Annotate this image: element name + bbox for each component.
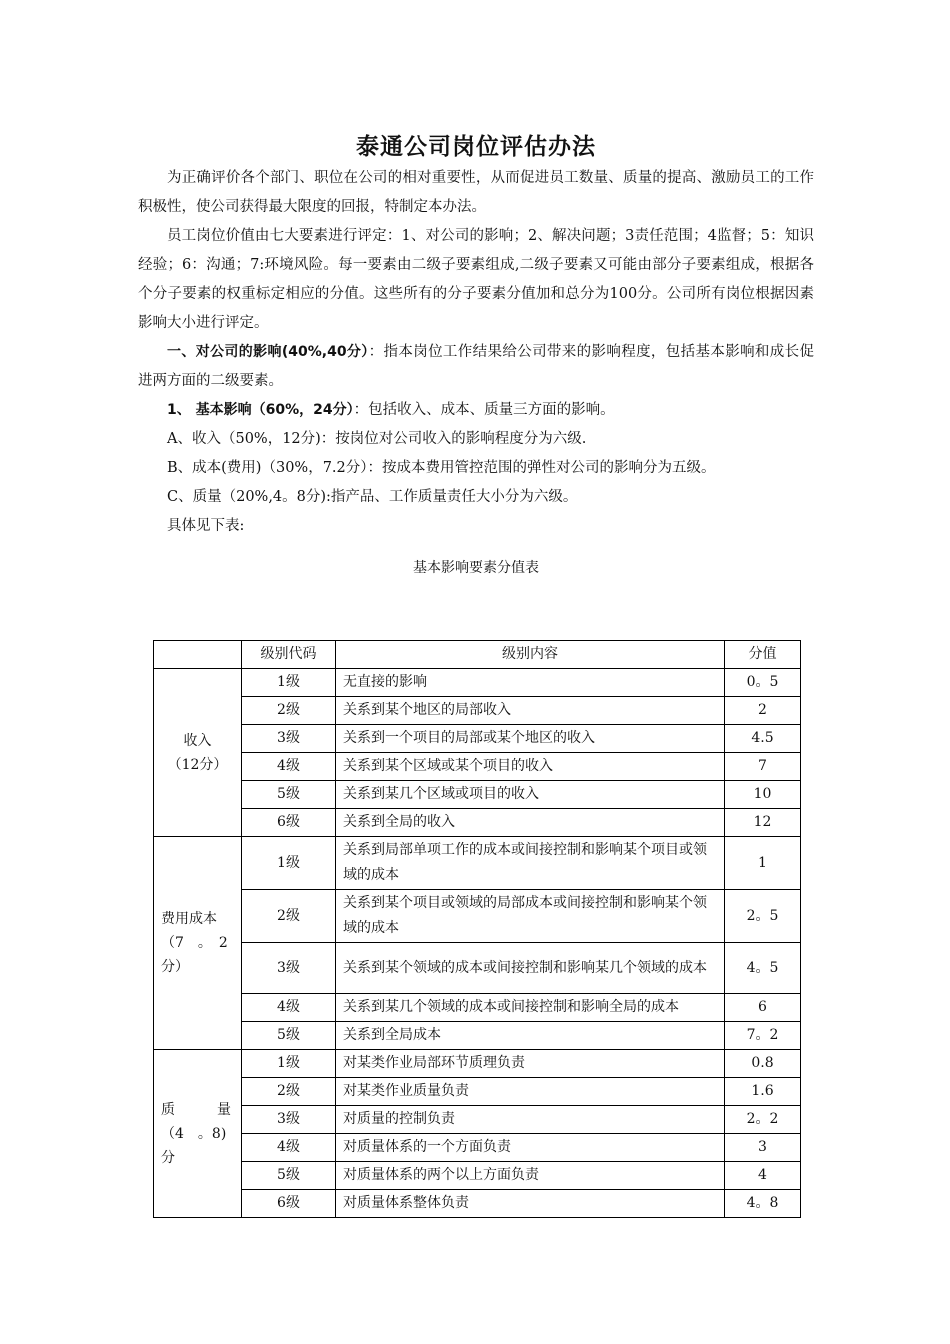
score-cell: 6 xyxy=(725,994,801,1022)
content-cell: 关系到全局的收入 xyxy=(336,809,725,837)
content-cell: 关系到某个区域或某个项目的收入 xyxy=(336,753,725,781)
content-cell: 对质量体系的两个以上方面负责 xyxy=(336,1162,725,1190)
score-cell: 2 xyxy=(725,697,801,725)
level-cell: 4级 xyxy=(242,1134,336,1162)
content-cell: 关系到某个地区的局部收入 xyxy=(336,697,725,725)
level-cell: 6级 xyxy=(242,809,336,837)
subsection-1-heading: 1、 基本影响（60%，24分） xyxy=(167,402,354,418)
table-row xyxy=(154,837,801,890)
content-cell: 关系到某几个领域的成本或间接控制和影响全局的成本 xyxy=(336,994,725,1022)
category-line: 分 xyxy=(161,1149,175,1166)
score-cell: 4。8 xyxy=(725,1190,801,1218)
score-cell: 12 xyxy=(725,809,801,837)
score-cell: 1 xyxy=(725,837,801,890)
table-row xyxy=(154,1078,801,1106)
category-line: 费用成本 xyxy=(161,911,217,927)
table-row xyxy=(154,994,801,1022)
score-cell: 2。2 xyxy=(725,1106,801,1134)
table-row xyxy=(154,1134,801,1162)
level-cell: 2级 xyxy=(242,890,336,943)
content-cell: 对某类作业局部环节质理负责 xyxy=(336,1050,725,1078)
level-cell: 4级 xyxy=(242,994,336,1022)
level-cell: 2级 xyxy=(242,697,336,725)
category-line: 分） xyxy=(161,959,189,975)
content-cell: 无直接的影响 xyxy=(336,669,725,697)
level-cell: 6级 xyxy=(242,1190,336,1218)
content-cell: 关系到某个项目或领域的局部成本或间接控制和影响某个领域的成本 xyxy=(336,890,725,943)
header-score: 分值 xyxy=(725,641,801,669)
table-row xyxy=(154,1190,801,1218)
subsection-1-text: ：包括收入、成本、质量三方面的影响。 xyxy=(353,402,615,418)
table-caption: 基本影响要素分值表 xyxy=(413,560,539,576)
score-cell: 7 xyxy=(725,753,801,781)
level-cell: 5级 xyxy=(242,781,336,809)
level-cell: 5级 xyxy=(242,1022,336,1050)
score-cell: 4。5 xyxy=(725,943,801,994)
section-1-heading: 一、对公司的影响(40%,40分） xyxy=(167,344,369,360)
category-line: （7 。 2 xyxy=(161,935,228,951)
score-cell: 2。5 xyxy=(725,890,801,943)
table-row xyxy=(154,809,801,837)
level-cell: 5级 xyxy=(242,1162,336,1190)
item-quality: C、质量（20%,4。8分):指产品、工作质量责任大小分为六级。 xyxy=(167,489,578,505)
score-cell: 1.6 xyxy=(725,1078,801,1106)
score-cell: 0.8 xyxy=(725,1050,801,1078)
score-cell: 4.5 xyxy=(725,725,801,753)
item-income: A、收入（50%，12分)：按岗位对公司收入的影响程度分为六级. xyxy=(167,431,587,447)
content-cell: 对某类作业质量负责 xyxy=(336,1078,725,1106)
level-cell: 2级 xyxy=(242,1078,336,1106)
level-cell: 1级 xyxy=(242,669,336,697)
intro-paragraph-2: 员工岗位价值由七大要素进行评定：1、对公司的影响；2、解决问题；3责任范围；4监督；5：知识经验；6：沟通；7:环境风险。每一要素由二级子要素组成,二级子要素又可能由部分子要素组成，根据各个分子要素的权重标定相应的分值。这些所有的分子要素分值加和总分为100分。公司所有岗位根据因素影响大小进行评定。 xyxy=(138,228,814,331)
table-row xyxy=(154,753,801,781)
content-cell: 对质量体系的一个方面负责 xyxy=(336,1134,725,1162)
document-body xyxy=(138,130,814,578)
level-cell: 3级 xyxy=(242,943,336,994)
level-cell: 1级 xyxy=(242,837,336,890)
table-row xyxy=(154,781,801,809)
content-cell: 关系到某个领域的成本或间接控制和影响某几个领域的成本 xyxy=(336,943,725,994)
table-row xyxy=(154,1022,801,1050)
category-line: 质 量 xyxy=(161,1101,231,1118)
table-row xyxy=(154,697,801,725)
header-level-code: 级别代码 xyxy=(242,641,336,669)
content-cell: 对质量体系整体负责 xyxy=(336,1190,725,1218)
level-cell: 4级 xyxy=(242,753,336,781)
category-line: （4 。8) xyxy=(161,1125,227,1142)
item-see-table: 具体见下表: xyxy=(167,518,245,534)
content-cell: 对质量的控制负责 xyxy=(336,1106,725,1134)
table-row xyxy=(154,1050,801,1078)
score-table xyxy=(153,640,801,1218)
category-line: （12分） xyxy=(167,756,228,773)
category-line: 收入 xyxy=(183,732,212,749)
level-cell: 3级 xyxy=(242,725,336,753)
table-row xyxy=(154,669,801,697)
table-row xyxy=(154,1106,801,1134)
header-cell-empty xyxy=(154,641,242,669)
category-cell xyxy=(154,837,242,1050)
content-cell: 关系到全局成本 xyxy=(336,1022,725,1050)
content-cell: 关系到一个项目的局部或某个地区的收入 xyxy=(336,725,725,753)
content-cell: 关系到局部单项工作的成本或间接控制和影响某个项目或领域的成本 xyxy=(336,837,725,890)
header-level-content: 级别内容 xyxy=(336,641,725,669)
level-cell: 1级 xyxy=(242,1050,336,1078)
table-header-row xyxy=(154,641,801,669)
subsection-1-paragraph xyxy=(138,396,814,425)
intro-paragraph-1: 为正确评价各个部门、职位在公司的相对重要性，从而促进员工数量、质量的提高、激励员工的工作积极性，使公司获得最大限度的回报，特制定本办法。 xyxy=(138,170,814,215)
score-cell: 3 xyxy=(725,1134,801,1162)
score-cell: 0。5 xyxy=(725,669,801,697)
content-cell: 关系到某几个区域或项目的收入 xyxy=(336,781,725,809)
score-cell: 10 xyxy=(725,781,801,809)
table-row xyxy=(154,890,801,943)
section-1-text: ：指本岗位工作结果给公司带来的影响程度，包括基本影响和成长促进两方面的二级要素。 xyxy=(138,344,814,389)
page-title: 泰通公司岗位评估办法 xyxy=(356,134,596,160)
category-cell xyxy=(154,1050,242,1218)
item-cost: B、成本(费用)（30%，7.2分）：按成本费用管控范围的弹性对公司的影响分为五级。 xyxy=(167,460,716,476)
category-cell xyxy=(154,669,242,837)
section-1-paragraph xyxy=(138,338,814,396)
score-cell: 7。2 xyxy=(725,1022,801,1050)
score-cell: 4 xyxy=(725,1162,801,1190)
table-row xyxy=(154,1162,801,1190)
table-row xyxy=(154,943,801,994)
table-row xyxy=(154,725,801,753)
level-cell: 3级 xyxy=(242,1106,336,1134)
